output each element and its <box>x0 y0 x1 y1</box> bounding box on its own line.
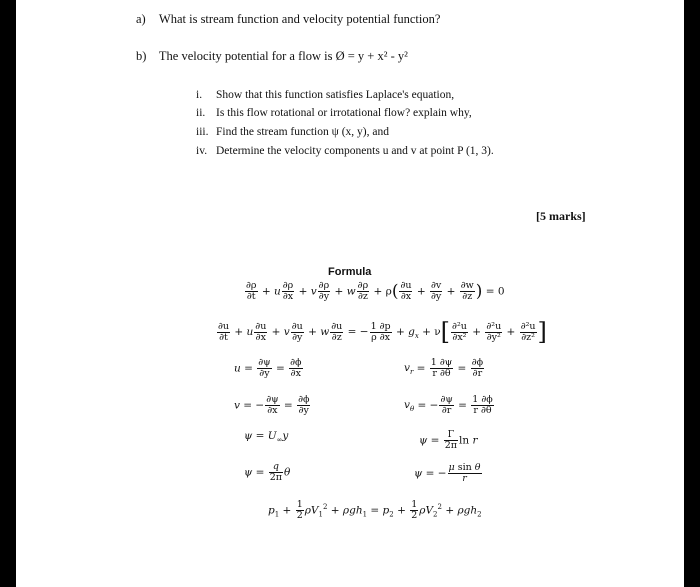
right-border <box>684 0 700 587</box>
left-border <box>0 0 16 587</box>
document-page <box>16 0 684 587</box>
continuity-equation: $\frac{\partial\rho}{\partial t}$ + u $\frac{\partial\rho}{\partial x}$ + v $\frac{\partial\rho}{\partial y}$ + w $\frac{\partial\rho}{\partial z}$ + ρ( $\frac{\partial u}{\partial x}$ + $\frac{\partial v}{\partial y}$ + $\frac{\partial w}{\partial z}$ ) = 0 <box>246 280 505 302</box>
sub-item-label: iii. <box>196 126 209 138</box>
question-b-label: b) <box>136 49 147 63</box>
radial-velocity-relation: $v_r$ = $\frac{1 \partial\psi}{r \partial\theta}$ = $\frac{\partial\phi}{\partial r}$ <box>404 357 484 379</box>
sub-item-label: ii. <box>196 107 206 119</box>
formula-title: Formula <box>328 266 372 278</box>
question-b <box>136 49 408 64</box>
sub-item-i <box>196 89 454 101</box>
sub-item-iii <box>196 126 389 138</box>
source-stream-function: ψ = $\frac{q}{2\pi}$ θ <box>244 461 291 483</box>
doublet-stream-function: ψ = − $\frac{\text{μ sin θ}}{r}$ <box>414 462 481 484</box>
u-velocity-relation: u = $\frac{\partial\psi}{\partial y}$ = $\frac{\partial\phi}{\partial x}$ <box>234 357 302 379</box>
sub-item-ii <box>196 107 472 119</box>
uniform-flow-stream-function: $\psi = U_\infty y$ <box>244 430 289 445</box>
question-a-text: What is stream function and velocity potential function? <box>158 12 441 26</box>
sub-item-iv <box>196 145 494 157</box>
sub-item-label: iv. <box>196 145 208 157</box>
sub-item-text: Determine the velocity components u and v at point P (1, 3). <box>216 145 494 157</box>
sub-item-label: i. <box>196 89 203 101</box>
navier-stokes-equation: $\frac{\partial u}{\partial t}$ + u $\frac{\partial u}{\partial x}$ + v $\frac{\partial u}{\partial y}$ + w $\frac{\partial u}{\partial z}$ = − $\frac{1 \partial p}{\rho \partial x}$ + $g_x + \nu$[ $\frac{\text{∂²u}}{\text{∂x²}}$ + $\frac{\text{∂²u}}{\text{∂y²}}$ + $\frac{\text{∂²u}}{\text{∂z²}}$ ] <box>218 318 547 346</box>
question-b-text: The velocity potential for a flow is Ø = y + x² - y² <box>158 49 408 63</box>
tangential-velocity-relation: $v_\theta$ = − $\frac{\partial\psi}{\partial r}$ = $\frac{1 \partial\phi}{r \partial\theta}$ <box>404 394 493 416</box>
bernoulli-equation: $p_1$ + $\frac{1}{2}$ $\rho V_1^2 + \rho gh_1 = p_2$ + $\frac{1}{2}$ $\rho V_2^2 + \rho gh_2$ <box>268 499 482 521</box>
question-a <box>136 12 440 27</box>
vortex-stream-function: ψ = $\frac{\Gamma}{2\pi}$ ln r <box>419 429 478 451</box>
v-velocity-relation: v = − $\frac{\partial\psi}{\partial x}$ = $\frac{\partial\phi}{\partial y}$ <box>234 394 310 416</box>
sub-item-text: Show that this function satisfies Laplace's equation, <box>216 89 455 101</box>
question-a-label: a) <box>136 12 146 26</box>
marks-label: [5 marks] <box>536 209 586 223</box>
sub-item-text: Find the stream function ψ (x, y), and <box>216 126 389 138</box>
sub-item-text: Is this flow rotational or irrotational flow? explain why, <box>216 107 472 119</box>
